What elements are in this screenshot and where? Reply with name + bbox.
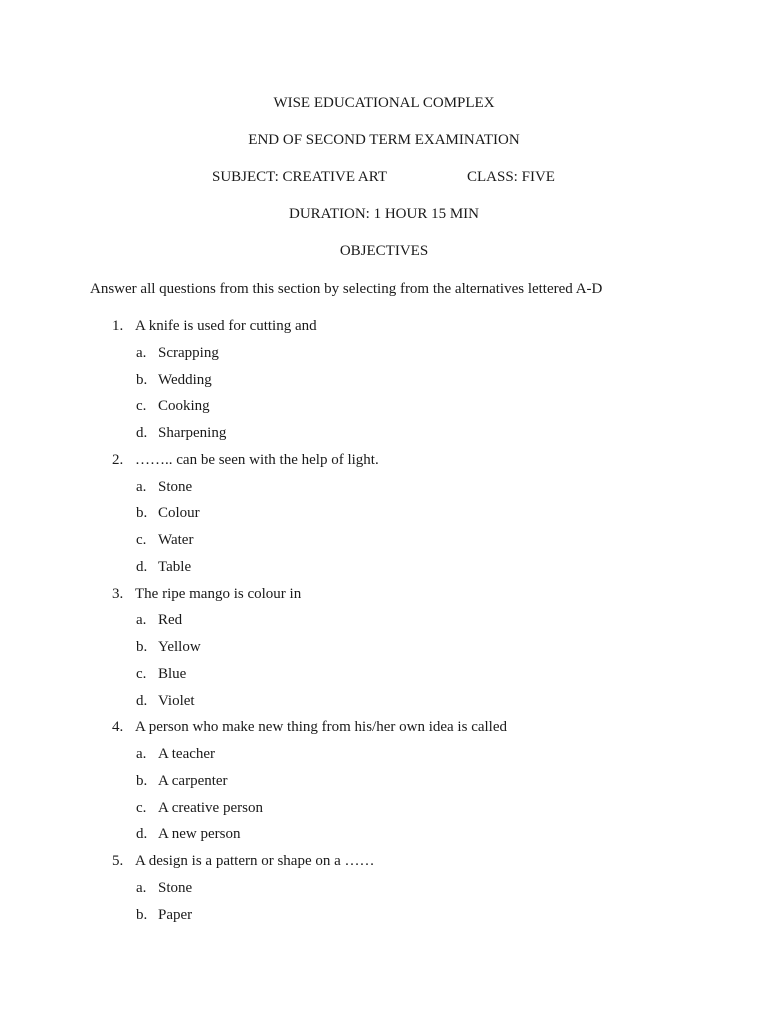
question-2 <box>0 451 768 469</box>
option-1c <box>0 397 768 415</box>
option-1b <box>0 371 768 389</box>
option-text: A creative person <box>158 800 263 816</box>
option-3b <box>0 638 768 656</box>
question-number: 5. <box>112 853 124 869</box>
option-text: Colour <box>158 505 200 521</box>
option-4d <box>0 825 768 843</box>
question-number: 2. <box>112 452 124 468</box>
option-text: Blue <box>158 666 187 682</box>
option-letter: a. <box>136 479 147 495</box>
option-letter: b. <box>136 639 148 655</box>
option-letter: d. <box>136 425 148 441</box>
subject-label: SUBJECT: CREATIVE ART <box>212 169 388 185</box>
option-text: Stone <box>158 880 193 896</box>
option-3a <box>0 611 768 629</box>
question-text: A person who make new thing from his/her own idea is called <box>135 719 507 735</box>
option-letter: a. <box>136 880 147 896</box>
option-text: Water <box>158 532 194 548</box>
option-text: Wedding <box>158 372 212 388</box>
exam-title: END OF SECOND TERM EXAMINATION <box>248 132 520 148</box>
question-number: 1. <box>112 318 124 334</box>
question-4 <box>0 718 768 736</box>
instruction-text: Answer all questions from this section by selecting from the alternatives lettered A-D <box>90 281 603 297</box>
question-text: A design is a pattern or shape on a …… <box>135 853 375 869</box>
option-letter: b. <box>136 907 148 923</box>
option-text: Red <box>158 612 183 628</box>
option-text: Yellow <box>158 639 201 655</box>
option-4a <box>0 745 768 763</box>
class-label: CLASS: FIVE <box>467 169 555 185</box>
question-text: …….. can be seen with the help of light. <box>135 452 379 468</box>
option-letter: a. <box>136 345 147 361</box>
option-5a <box>0 879 768 897</box>
option-4b <box>0 772 768 790</box>
option-2a <box>0 478 768 496</box>
question-text: The ripe mango is colour in <box>135 586 302 602</box>
option-letter: b. <box>136 773 148 789</box>
option-text: Paper <box>158 907 193 923</box>
option-text: A new person <box>158 826 241 842</box>
option-letter: d. <box>136 693 148 709</box>
option-text: Stone <box>158 479 193 495</box>
question-text: A knife is used for cutting and <box>135 318 317 334</box>
option-text: Violet <box>158 693 195 709</box>
option-letter: d. <box>136 826 148 842</box>
option-letter: c. <box>136 800 147 816</box>
option-4c <box>0 799 768 817</box>
option-letter: d. <box>136 559 148 575</box>
option-text: Cooking <box>158 398 210 414</box>
option-1d <box>0 424 768 442</box>
question-1 <box>0 317 768 335</box>
option-5b <box>0 906 768 924</box>
option-letter: a. <box>136 612 147 628</box>
option-letter: a. <box>136 746 147 762</box>
option-letter: b. <box>136 505 148 521</box>
section-title: OBJECTIVES <box>339 243 429 259</box>
question-5 <box>0 852 768 870</box>
option-3d <box>0 692 768 710</box>
option-2c <box>0 531 768 549</box>
question-number: 3. <box>112 586 124 602</box>
question-3 <box>0 585 768 603</box>
option-3c <box>0 665 768 683</box>
option-1a <box>0 344 768 362</box>
option-text: Sharpening <box>158 425 227 441</box>
school-name: WISE EDUCATIONAL COMPLEX <box>273 95 495 111</box>
option-letter: c. <box>136 398 147 414</box>
option-text: A teacher <box>158 746 216 762</box>
option-2d <box>0 558 768 576</box>
option-letter: b. <box>136 372 148 388</box>
option-text: Scrapping <box>158 345 219 361</box>
option-2b <box>0 504 768 522</box>
option-text: A carpenter <box>158 773 228 789</box>
question-number: 4. <box>112 719 124 735</box>
option-letter: c. <box>136 532 147 548</box>
option-letter: c. <box>136 666 147 682</box>
option-text: Table <box>158 559 192 575</box>
duration-label: DURATION: 1 HOUR 15 MIN <box>289 206 479 222</box>
